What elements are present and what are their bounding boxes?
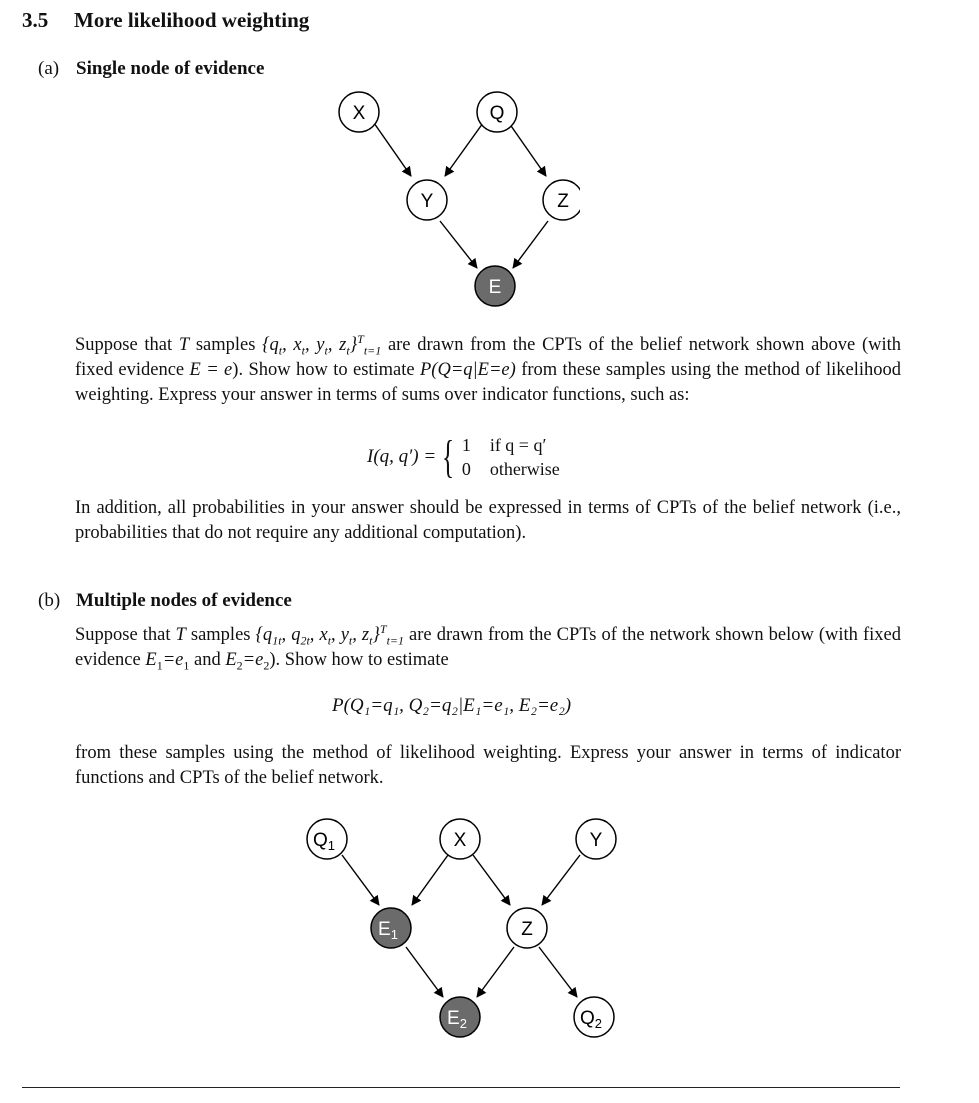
part-a-title: Single node of evidence [76, 58, 265, 79]
text-run: Suppose that [75, 625, 176, 645]
math-run: =e [242, 650, 264, 670]
part-a-heading [38, 58, 264, 80]
edge-y-z [542, 855, 580, 905]
node-e1-letter: E [378, 919, 391, 940]
math-run: , z [352, 625, 370, 645]
math-T: T [175, 625, 186, 645]
target-probability-formula: P(Q₁=q₁, Q₂=q₂|E₁=e₁, E₂=e₂) [332, 695, 572, 716]
text-run: ). Show how to estimate [232, 360, 420, 380]
math-sub: 2 [236, 658, 243, 673]
math-run: , x [282, 335, 302, 355]
section-heading: More likelihood weighting [74, 8, 310, 32]
math-run: =e [162, 650, 184, 670]
math-sub: t [324, 343, 328, 358]
math-run: } [372, 625, 380, 645]
math-sub: 2t [300, 633, 310, 648]
sample-set [262, 331, 382, 358]
node-q1-letter: Q [312, 830, 328, 851]
math-sub: 1 [156, 658, 163, 673]
part-b-paragraph-2 [75, 741, 901, 791]
indicator-lhs: I(q, q′) = [367, 446, 437, 467]
math-run: } [349, 335, 358, 355]
math-probability: P(Q=q|E=e) [420, 360, 516, 380]
edge-q-y [445, 123, 483, 176]
edge-x-z [473, 855, 510, 905]
text-run: are drawn from the CPTs of the network shown below (with fixed evidence [75, 625, 901, 670]
node-q [477, 92, 517, 132]
math-run: E [145, 650, 157, 670]
edge-q1-e1 [342, 855, 379, 905]
edge-q-z [509, 123, 546, 176]
section-title [22, 8, 309, 33]
node-x-label: X [352, 103, 366, 124]
math-sub: t=1 [363, 343, 382, 358]
node-e-label: E [488, 277, 502, 298]
part-a-paragraph-2 [75, 496, 901, 546]
text-run: from these samples using the method of likelihood weighting. Express your answer in terms of sums over indicator functions, such as: [75, 360, 902, 405]
math-run: {q [262, 335, 279, 355]
part-a-paragraph-1 [75, 333, 901, 408]
math-run: , x [309, 625, 328, 645]
node-e1-sub: 1 [390, 927, 398, 942]
node-q2-letter: Q [579, 1008, 595, 1029]
case-2-condition: otherwise [489, 459, 560, 479]
node-q2-sub: 2 [594, 1016, 603, 1031]
text-run: samples [185, 625, 256, 645]
part-a-text-2: In addition, all probabilities in your answer should be expressed in terms of CPTs of the belief network (i.e., probabilities that do not require any additional computation). [75, 498, 901, 543]
math-sub: t [346, 343, 350, 358]
text-run: Suppose that [75, 335, 179, 355]
math-sub: t=1 [386, 633, 405, 648]
indicator-cases [462, 433, 560, 481]
belief-network-a [320, 88, 580, 310]
math-sub: 2 [263, 658, 270, 673]
math-run: , q [281, 625, 301, 645]
bottom-rule [22, 1087, 900, 1088]
edge-z-e [513, 221, 548, 268]
math-run: {q [255, 625, 273, 645]
math-sub: t [327, 633, 332, 648]
math-run: E [225, 650, 237, 670]
case-2 [462, 459, 560, 479]
math-sub: t [278, 343, 283, 358]
node-q-label: Q [489, 103, 505, 124]
math-sub: 1t [272, 633, 282, 648]
case-1-condition: if q = q′ [489, 435, 547, 455]
math-sup: T [379, 621, 387, 636]
part-b-text-2: from these samples using the method of likelihood weighting. Express your answer in terms of indicator functions and CPTs of the belief network. [75, 743, 901, 788]
case-2-value: 0 [461, 459, 471, 479]
node-e2-sub: 2 [459, 1016, 467, 1031]
edge-e1-e2 [406, 947, 443, 997]
indicator-function [367, 433, 560, 481]
node-z-label: Z [557, 191, 569, 212]
node-q2 [574, 997, 614, 1037]
node-e-evidence [475, 266, 515, 306]
node-y-label: Y [420, 191, 434, 212]
edge-x-e1 [412, 855, 448, 905]
math-evidence: E = e [189, 360, 233, 380]
math-run: , y [331, 625, 349, 645]
left-brace: { [441, 431, 455, 482]
node-y [407, 180, 447, 220]
math-sub: t [369, 633, 373, 648]
node-e2-evidence [440, 997, 480, 1037]
math-sub: 1 [183, 658, 190, 673]
node-q1 [307, 819, 347, 859]
edge-z-q2 [539, 947, 577, 997]
node-y-label: Y [589, 830, 603, 851]
node-x-label: X [453, 830, 467, 851]
node-q1-sub: 1 [327, 838, 336, 853]
node-z [507, 908, 547, 948]
part-b-label: (b) [38, 590, 61, 611]
text-run: ). Show how to estimate [269, 650, 449, 670]
math-sub: t [301, 343, 305, 358]
text-run: and [189, 650, 226, 670]
math-sub: t [348, 633, 353, 648]
case-1 [462, 435, 547, 455]
part-a-label: (a) [38, 58, 60, 79]
node-z-label: Z [521, 919, 533, 940]
node-e2-letter: E [447, 1008, 460, 1029]
part-b-paragraph-1 [75, 623, 901, 673]
belief-network-b [290, 812, 635, 1044]
text-run: samples [189, 335, 263, 355]
edge-y-e [440, 221, 477, 268]
node-y [576, 819, 616, 859]
node-z [543, 180, 580, 220]
math-sup: T [357, 331, 364, 346]
node-x [339, 92, 379, 132]
math-T: T [178, 335, 190, 355]
text-run: are drawn from the CPTs of the belief network shown above (with fixed evidence [75, 335, 901, 380]
part-b-title: Multiple nodes of evidence [76, 590, 292, 611]
edge-z-e2 [477, 947, 514, 997]
edge-x-y [374, 123, 411, 176]
math-run: , z [327, 335, 347, 355]
case-1-value: 1 [461, 435, 471, 455]
math-run: , y [304, 335, 325, 355]
node-x [440, 819, 480, 859]
section-number: 3.5 [22, 8, 49, 32]
node-e1-evidence [371, 908, 411, 948]
part-b-heading [38, 590, 292, 612]
sample-set [255, 621, 405, 648]
